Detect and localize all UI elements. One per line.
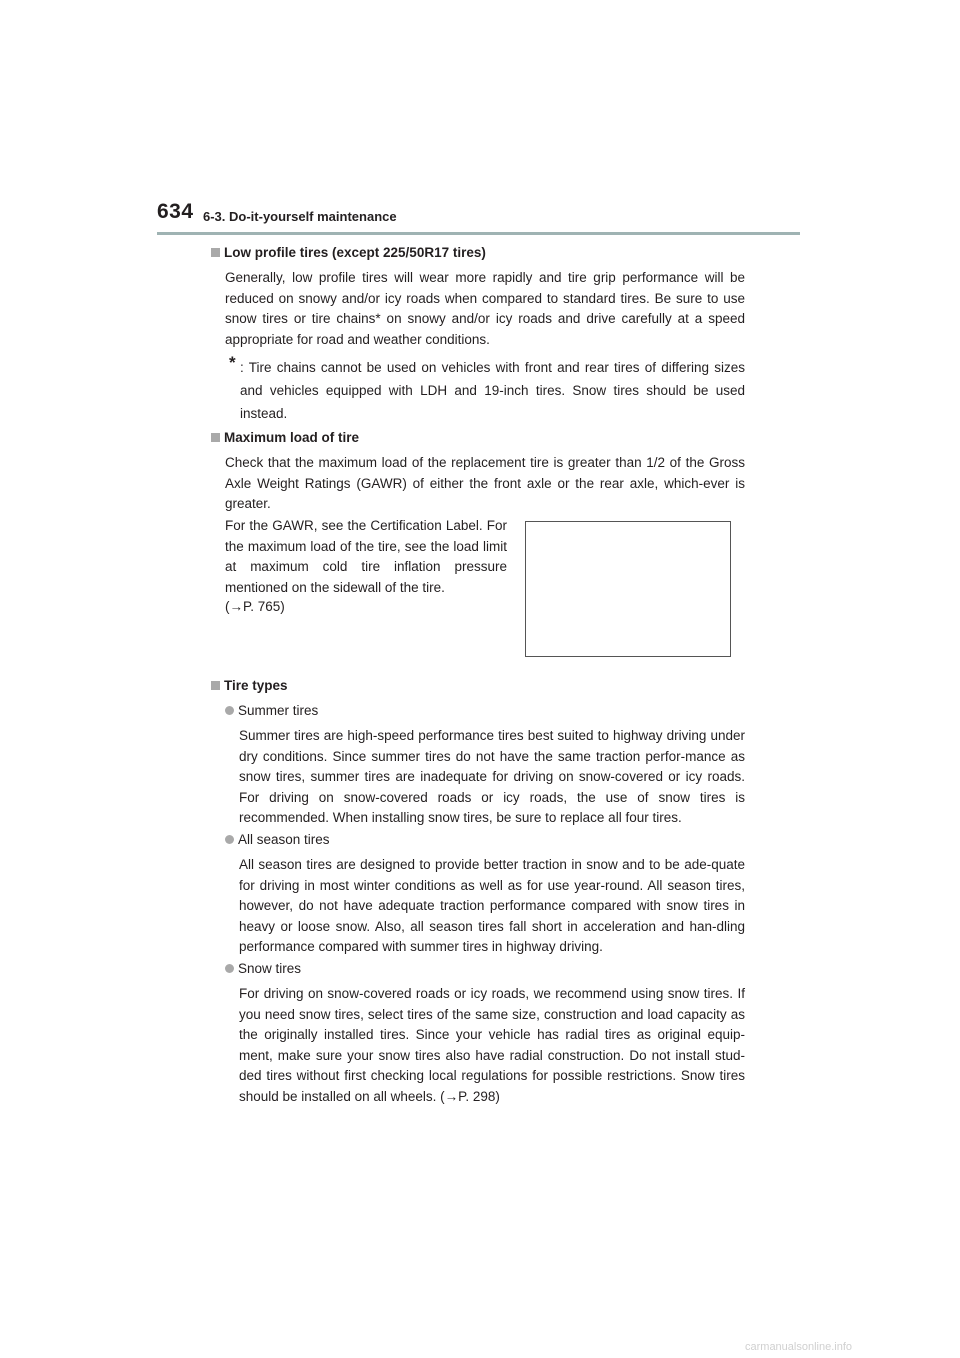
heading-tire-types: [211, 678, 288, 693]
bullet-title: Snow tires: [238, 961, 302, 976]
round-bullet-icon: [225, 706, 234, 715]
gawr-side-text: For the GAWR, see the Certification Label. For the maximum load of the tire, see the load limit at maximum cold tire inflation pressure mentioned on the sidewall of the tire.: [225, 518, 507, 595]
snow-tires-body: For driving on snow-covered roads or icy roads, we recommend using snow tires. If you need snow tires, select tires of the same size, construction and load capacity as the originally installed tires. Since your vehicle has radial tires as original equip-ment, make sure your snow tires also have radial construction. Do not install stud-ded tires without first checking local regulations for possible restrictions. Snow tires should be installed on all wheels. (→P. 298): [239, 986, 745, 1104]
square-bullet-icon: [211, 681, 220, 690]
footnote-mark: *: [229, 353, 236, 372]
certification-label-figure: [525, 521, 731, 657]
heading-text: Low profile tires (except 225/50R17 tires): [224, 245, 486, 260]
bullet-all-season-tires: [225, 832, 330, 847]
page-header: [157, 200, 800, 234]
round-bullet-icon: [225, 964, 234, 973]
heading-low-profile: [211, 245, 486, 260]
summer-tires-body: Summer tires are high-speed performance tires best suited to highway driving under dry conditions. Since summer tires do not have the same traction perfor-mance as snow tires, summer tires are inadequate for driving on snow-covered or icy roads. For driving on snow-covered roads or icy roads, the use of snow tires is recommended. When installing snow tires, be sure to replace all four tires.: [239, 728, 745, 825]
header-rule: [157, 232, 800, 235]
bullet-snow-tires: [225, 961, 301, 976]
page-number: 634: [157, 200, 194, 223]
bullet-summer-tires: [225, 703, 318, 718]
bullet-title: Summer tires: [238, 703, 319, 718]
square-bullet-icon: [211, 248, 220, 257]
watermark-footer: carmanualsonline.info: [745, 1341, 853, 1353]
square-bullet-icon: [211, 433, 220, 442]
heading-text: Tire types: [224, 678, 288, 693]
low-profile-body: Generally, low profile tires will wear more rapidly and tire grip performance will be reduced on snowy and/or icy roads when compared to standard tires. Be sure to use snow tires or tire chains* on snowy and/or icy roads and drive carefully at a speed appropriate for road and weather conditions.: [225, 270, 745, 347]
footnote-text: : Tire chains cannot be used on vehicles with front and rear tires of differing sizes and vehicles equipped with LDH and 19-inch tires. Snow tires should be used instead.: [240, 360, 745, 421]
bullet-title: All season tires: [238, 832, 330, 847]
heading-maximum-load: [211, 430, 359, 445]
heading-text: Maximum load of tire: [224, 430, 360, 445]
round-bullet-icon: [225, 835, 234, 844]
all-season-tires-body: All season tires are designed to provide better traction in snow and to be ade-quate for driving in most winter conditions as well as for use year-round. All season tires, however, do not have adequate traction performance compared with snow tires in heavy or loose snow. Also, all season tires fall short in acceleration and han-dling performance compared with summer tires in highway driving.: [239, 857, 745, 954]
page-reference-765[interactable]: (→P. 765): [225, 599, 285, 614]
maximum-load-body: Check that the maximum load of the replacement tire is greater than 1/2 of the Gross Axle Weight Ratings (GAWR) of either the front axle or the rear axle, which-ever is greater.: [225, 455, 745, 511]
section-title: 6-3. Do-it-yourself maintenance: [203, 209, 397, 224]
